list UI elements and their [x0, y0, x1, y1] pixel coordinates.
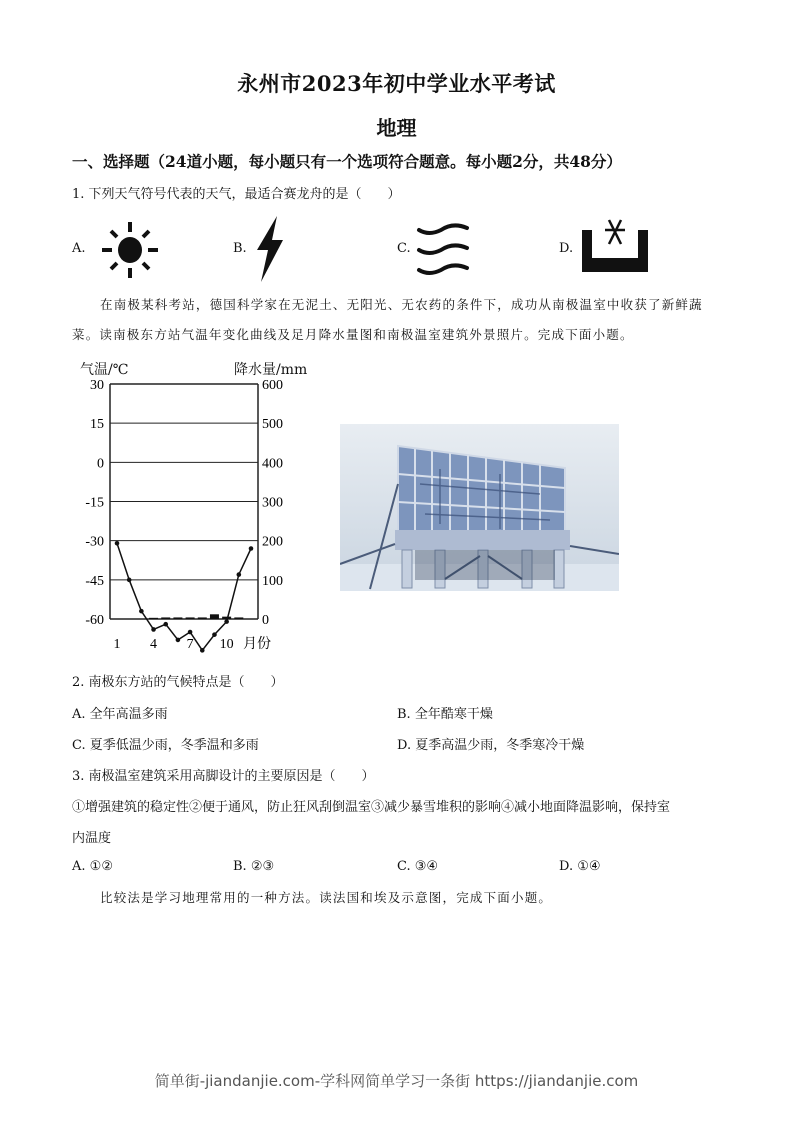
- precipitation-bar: [210, 614, 219, 619]
- q1-option-c-label: C.: [397, 241, 411, 256]
- right-tick-label: 0: [262, 613, 269, 628]
- right-tick-label: 600: [262, 378, 283, 393]
- q3-option-b-label: B.: [233, 859, 247, 874]
- q2-option-a-text: 全年高温多雨: [89, 707, 168, 722]
- temperature-point: [200, 648, 205, 653]
- passage-intro-line2: 菜。读南极东方站气温年变化曲线及足月降水量图和南极温室建筑外景照片。完成下面小题。: [72, 327, 634, 342]
- passage-intro: [72, 290, 732, 350]
- temperature-point: [237, 572, 242, 577]
- q3-option-b-text: ②③: [250, 859, 275, 874]
- left-tick-label: 30: [90, 378, 104, 393]
- q3-option-c-label: C.: [397, 859, 411, 874]
- temperature-point: [212, 632, 217, 637]
- precipitation-bar: [234, 617, 243, 619]
- precipitation-bar: [198, 617, 207, 619]
- exam-title: 永州市2023年初中学业水平考试: [237, 71, 556, 96]
- precipitation-bar: [173, 617, 182, 619]
- chart-plot: [70, 355, 330, 660]
- q2-option-d[interactable]: [397, 734, 584, 753]
- q2-option-b-label: B.: [397, 707, 411, 722]
- question-3-stem: 3. 南极温室建筑采用高脚设计的主要原因是（ ）: [72, 769, 375, 784]
- q2-option-c-label: C.: [72, 738, 86, 753]
- section-heading: 一、选择题（24道小题，每小题只有一个选项符合题意。每小题2分，共48分）: [72, 152, 622, 171]
- precipitation-bar: [161, 617, 170, 619]
- x-tick-label: 7: [186, 637, 194, 652]
- right-tick-label: 300: [262, 495, 283, 511]
- q2-option-c[interactable]: [72, 734, 259, 753]
- thunderstorm-lightning-icon: [255, 216, 285, 282]
- right-tick-label: 100: [262, 573, 283, 589]
- temperature-point: [163, 622, 168, 627]
- q3-option-a-label: A.: [72, 859, 86, 874]
- q2-option-d-label: D.: [397, 738, 412, 753]
- right-tick-label: 400: [262, 456, 283, 472]
- q2-option-a[interactable]: [72, 703, 168, 722]
- precipitation-bar: [186, 617, 195, 619]
- q3-statements-line1: ①增强建筑的稳定性②便于通风，防止狂风刮倒温室③减少暴雪堆积的影响④减小地面降温影响，保持室: [72, 800, 671, 815]
- antarctic-greenhouse-photo: [340, 424, 619, 591]
- q3-option-c[interactable]: [397, 859, 438, 874]
- temperature-line: [117, 543, 251, 650]
- q2-option-b-text: 全年酷寒干燥: [414, 707, 493, 722]
- temperature-point: [188, 630, 193, 635]
- left-tick-label: -45: [85, 573, 104, 589]
- q1-option-b-label: B.: [233, 241, 247, 256]
- temperature-point: [127, 578, 132, 583]
- q3-option-d-label: D.: [559, 859, 574, 874]
- q3-option-c-text: ③④: [414, 859, 439, 874]
- q2-option-b[interactable]: [397, 703, 493, 722]
- q3-statements-line2: 内温度: [72, 831, 112, 846]
- subject-title: 地理: [376, 116, 417, 140]
- right-tick-label: 200: [262, 534, 283, 550]
- passage-intro-line1: 在南极某科考站，德国科学家在无泥土、无阳光、无农药的条件下，成功从南极温室中收获了新鲜蔬: [100, 297, 703, 312]
- sunny-icon: [98, 220, 162, 280]
- left-tick-label: -60: [85, 613, 104, 628]
- q3-option-b[interactable]: [233, 859, 274, 874]
- q1-option-a-label: A.: [72, 241, 86, 256]
- temperature-point: [176, 638, 181, 643]
- q2-option-c-text: 夏季低温少雨，冬季温和多雨: [89, 738, 259, 753]
- x-tick-label: 4: [150, 637, 158, 652]
- left-tick-label: 0: [97, 456, 104, 472]
- snow-cover-icon: [580, 216, 650, 272]
- right-axis-title: 降水量/mm: [234, 362, 308, 378]
- q3-option-d[interactable]: [559, 859, 601, 874]
- left-tick-label: 15: [90, 417, 104, 433]
- q3-option-a[interactable]: [72, 859, 113, 874]
- temperature-point: [115, 541, 120, 546]
- q2-option-a-label: A.: [72, 707, 86, 722]
- x-tick-label: 10: [219, 637, 234, 652]
- temperature-point: [249, 546, 254, 551]
- q3-option-a-text: ①②: [89, 859, 113, 874]
- climate-chart: [70, 355, 330, 660]
- temperature-point: [151, 627, 156, 632]
- temperature-point: [224, 619, 229, 624]
- x-tick-label: 1: [113, 637, 121, 652]
- question-2-stem: 2. 南极东方站的气候特点是（ ）: [72, 675, 284, 690]
- q3-option-d-text: ①④: [577, 859, 601, 874]
- left-tick-label: -30: [85, 534, 104, 550]
- right-tick-label: 500: [262, 417, 283, 433]
- left-axis-title: 气温/℃: [80, 362, 129, 378]
- question-1-stem: 1. 下列天气符号代表的天气，最适合赛龙舟的是（ ）: [72, 187, 401, 202]
- temperature-point: [139, 609, 144, 614]
- next-passage-intro: 比较法是学习地理常用的一种方法。读法国和埃及示意图，完成下面小题。: [100, 890, 553, 905]
- q1-option-d-label: D.: [559, 241, 574, 256]
- precipitation-bar: [149, 618, 158, 619]
- q2-option-d-text: 夏季高温少雨，冬季寒冷干燥: [415, 738, 585, 753]
- x-axis-title: 月份: [243, 636, 271, 652]
- haze-icon: [414, 218, 474, 278]
- footer-watermark: 简单街-jiandanjie.com-学科网简单学习一条街 https://jiandanjie.com: [154, 1072, 639, 1090]
- left-tick-label: -15: [85, 495, 104, 511]
